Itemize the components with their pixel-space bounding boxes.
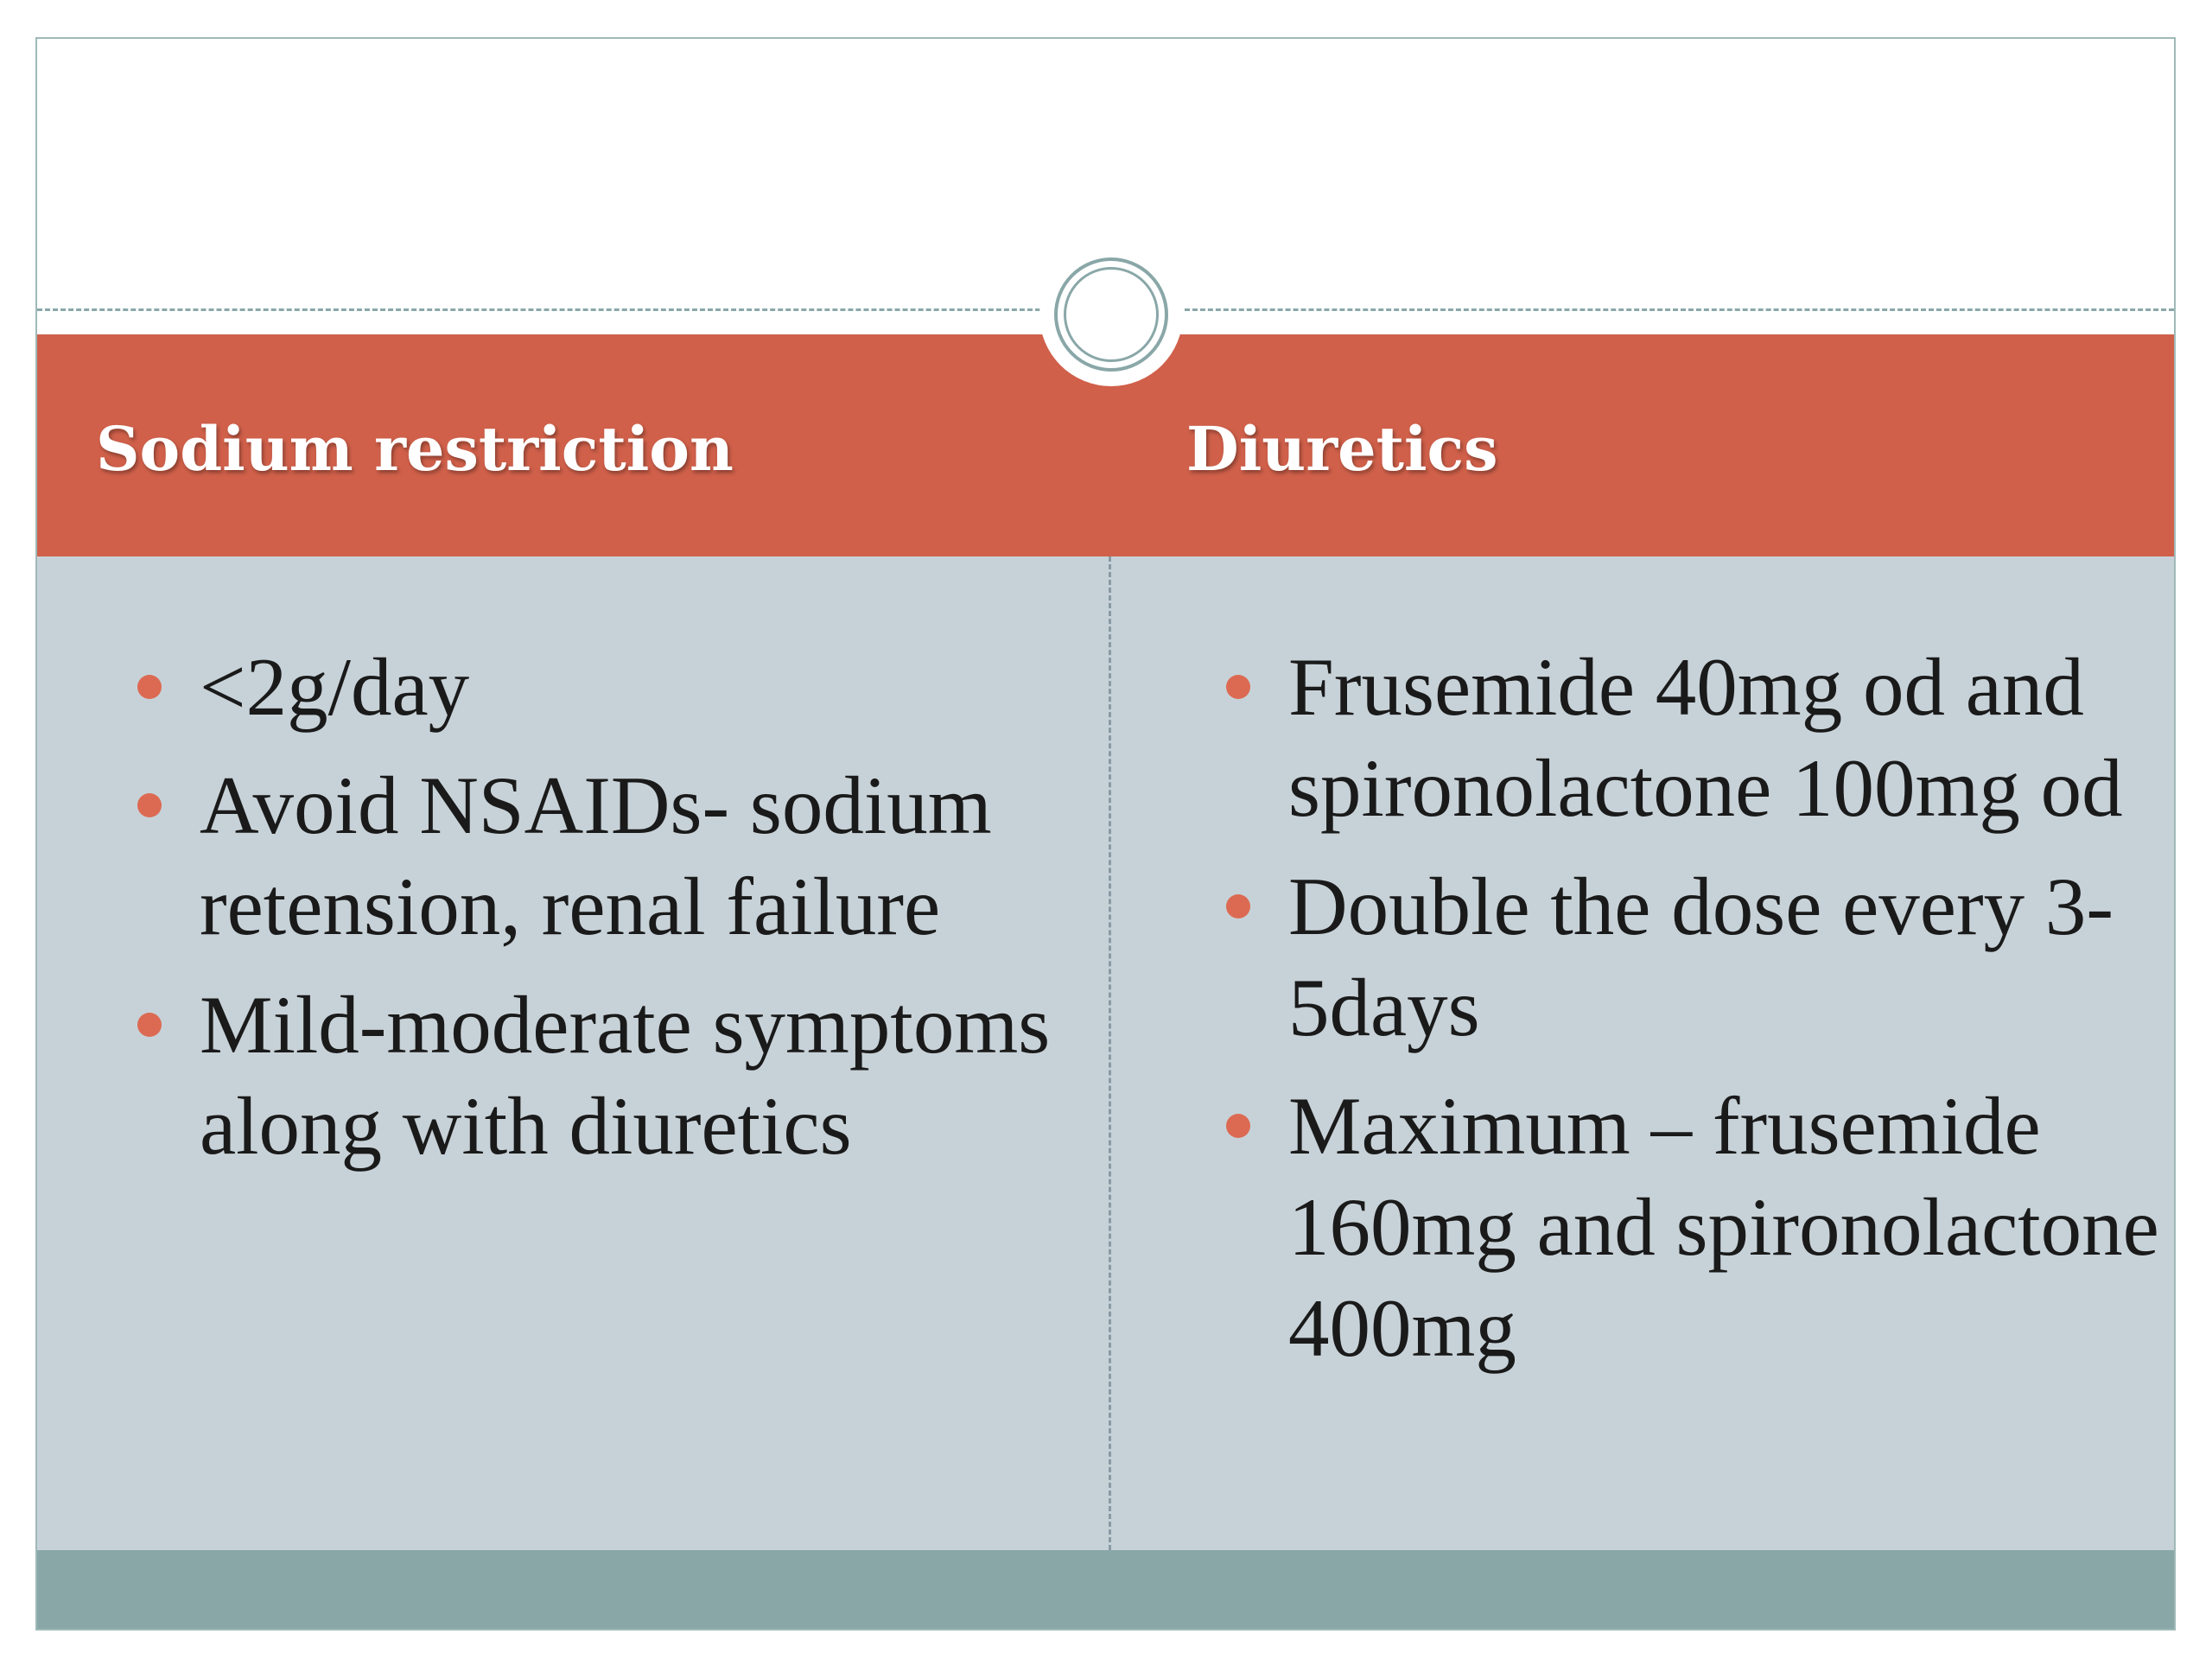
bullet-icon	[137, 1013, 162, 1037]
left-bullet-list	[132, 637, 1083, 1194]
right-column-heading: Diuretics	[1186, 413, 1498, 485]
bullet-icon	[1226, 675, 1250, 699]
footer-band	[37, 1550, 2174, 1629]
bullet-icon	[137, 793, 162, 817]
list-item	[132, 637, 1083, 738]
bullet-text: Maximum – frusemide 160mg and spironolactone 400mg	[1288, 1080, 2159, 1374]
title-divider-right	[1185, 308, 2174, 311]
bullet-text: <2g/day	[200, 641, 470, 733]
bullet-icon	[1226, 894, 1250, 918]
list-item	[1221, 856, 2176, 1058]
list-item	[1221, 1076, 2176, 1379]
circle-ornament-icon	[1039, 243, 1183, 386]
bullet-icon	[137, 675, 162, 699]
list-item	[1221, 637, 2176, 839]
right-bullet-list	[1221, 637, 2176, 1396]
slide	[35, 37, 2176, 1630]
bullet-text: Frusemide 40mg od and spironolactone 100mg od	[1288, 641, 2123, 834]
list-item	[132, 975, 1083, 1177]
bullet-text: Double the dose every 3-5days	[1288, 861, 2113, 1053]
ornament-inner-ring	[1064, 267, 1159, 362]
bullet-text: Mild-moderate symptoms along with diuretics	[200, 979, 1051, 1172]
bullet-icon	[1226, 1114, 1250, 1138]
bullet-text: Avoid NSAIDs- sodium retension, renal failure	[200, 760, 992, 952]
list-item	[132, 755, 1083, 957]
left-column-heading: Sodium restriction	[96, 413, 734, 485]
column-divider	[1109, 556, 1111, 1550]
title-divider-left	[37, 308, 1048, 311]
